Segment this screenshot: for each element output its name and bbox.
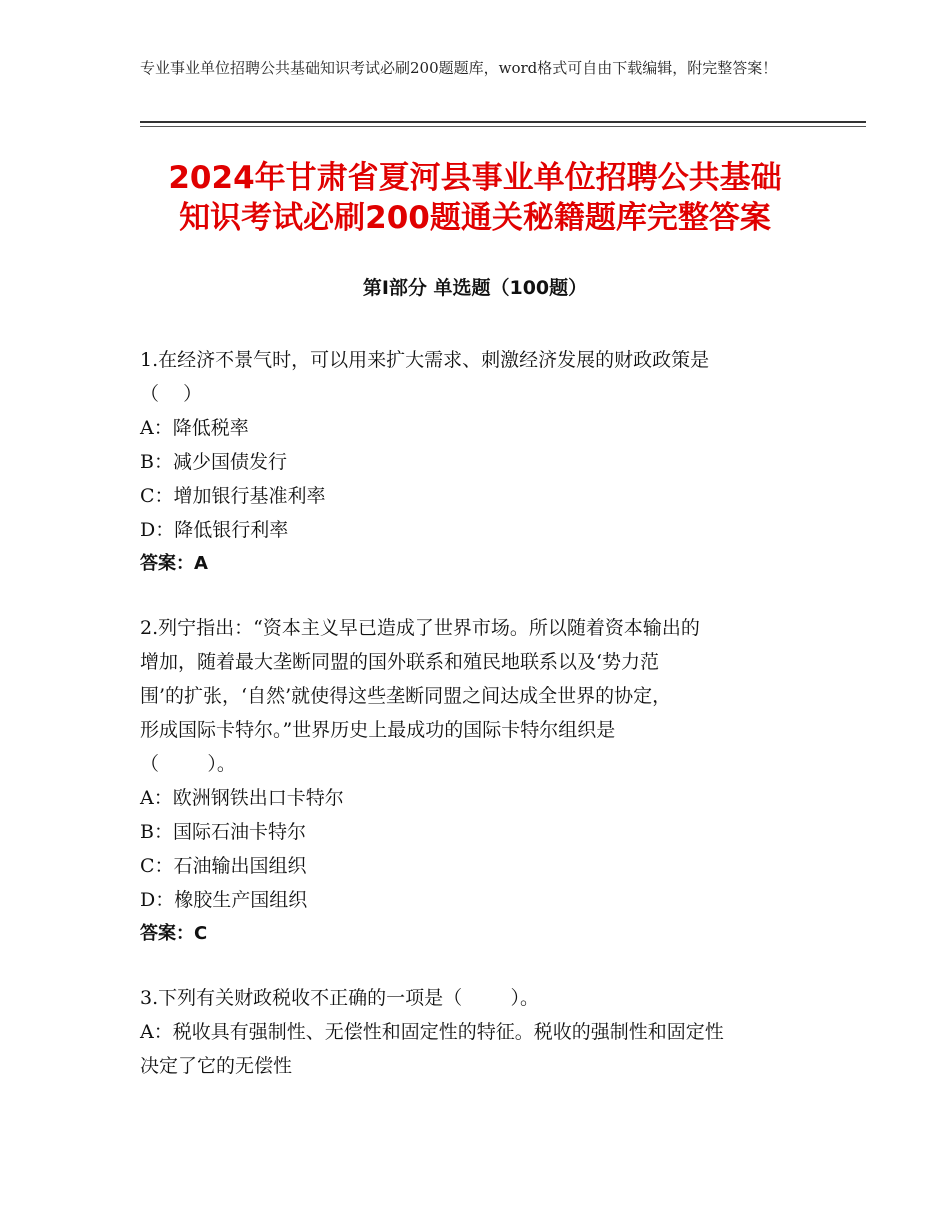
- header-rule-thin: [140, 126, 866, 127]
- question-2-answer: 答案：C: [140, 923, 208, 944]
- question-3-line-3: 决定了它的无偿性: [140, 1055, 293, 1077]
- header-note: 专业事业单位招聘公共基础知识考试必刷200题题库，word格式可自由下载编辑，附完整答案！: [140, 59, 778, 77]
- question-2-line-2: 增加，随着最大垄断同盟的国外联系和殖民地联系以及‘势力范: [140, 651, 660, 673]
- question-1-line-2: （ ）: [140, 383, 203, 405]
- section-heading: 第Ⅰ部分 单选题（100题）: [362, 277, 588, 299]
- question-block-2: [140, 611, 805, 951]
- question-2-line-6: A：欧洲钢铁出口卡特尔: [140, 787, 344, 809]
- header-rule-thick: [140, 121, 866, 123]
- question-1-line-1: 1.在经济不景气时，可以用来扩大需求、刺激经济发展的财政政策是: [140, 349, 710, 371]
- question-3-line-2: A：税收具有强制性、无偿性和固定性的特征。税收的强制性和固定性: [140, 1021, 724, 1043]
- question-1-line-4: B：减少国债发行: [140, 451, 287, 473]
- question-2-line-4: 形成国际卡特尔。”世界历史上最成功的国际卡特尔组织是: [140, 719, 616, 741]
- question-list: [140, 343, 805, 1113]
- question-1-line-6: D：降低银行利率: [140, 519, 289, 541]
- question-2-line-3: 围’的扩张，‘自然’就使得这些垄断同盟之间达成全世界的协定，: [140, 685, 672, 707]
- document-title-line-1: 2024年甘肃省夏河县事业单位招聘公共基础: [168, 160, 782, 196]
- question-1-line-3: A：降低税率: [140, 417, 249, 439]
- question-2-line-1: 2.列宁指出：“资本主义早已造成了世界市场。所以随着资本输出的: [140, 617, 700, 639]
- question-block-1: [140, 343, 805, 581]
- document-title: [100, 158, 850, 238]
- question-2-line-5: （ ）。: [140, 753, 236, 775]
- question-block-3: [140, 981, 805, 1083]
- document-title-line-2: 知识考试必刷200题通关秘籍题库完整答案: [179, 200, 771, 236]
- question-1-answer: 答案：A: [140, 553, 208, 574]
- question-2-line-9: D：橡胶生产国组织: [140, 889, 308, 911]
- question-2-line-7: B：国际石油卡特尔: [140, 821, 306, 843]
- question-1-line-5: C：增加银行基准利率: [140, 485, 326, 507]
- question-3-line-1: 3.下列有关财政税收不正确的一项是（ ）。: [140, 987, 539, 1009]
- question-2-line-8: C：石油输出国组织: [140, 855, 307, 877]
